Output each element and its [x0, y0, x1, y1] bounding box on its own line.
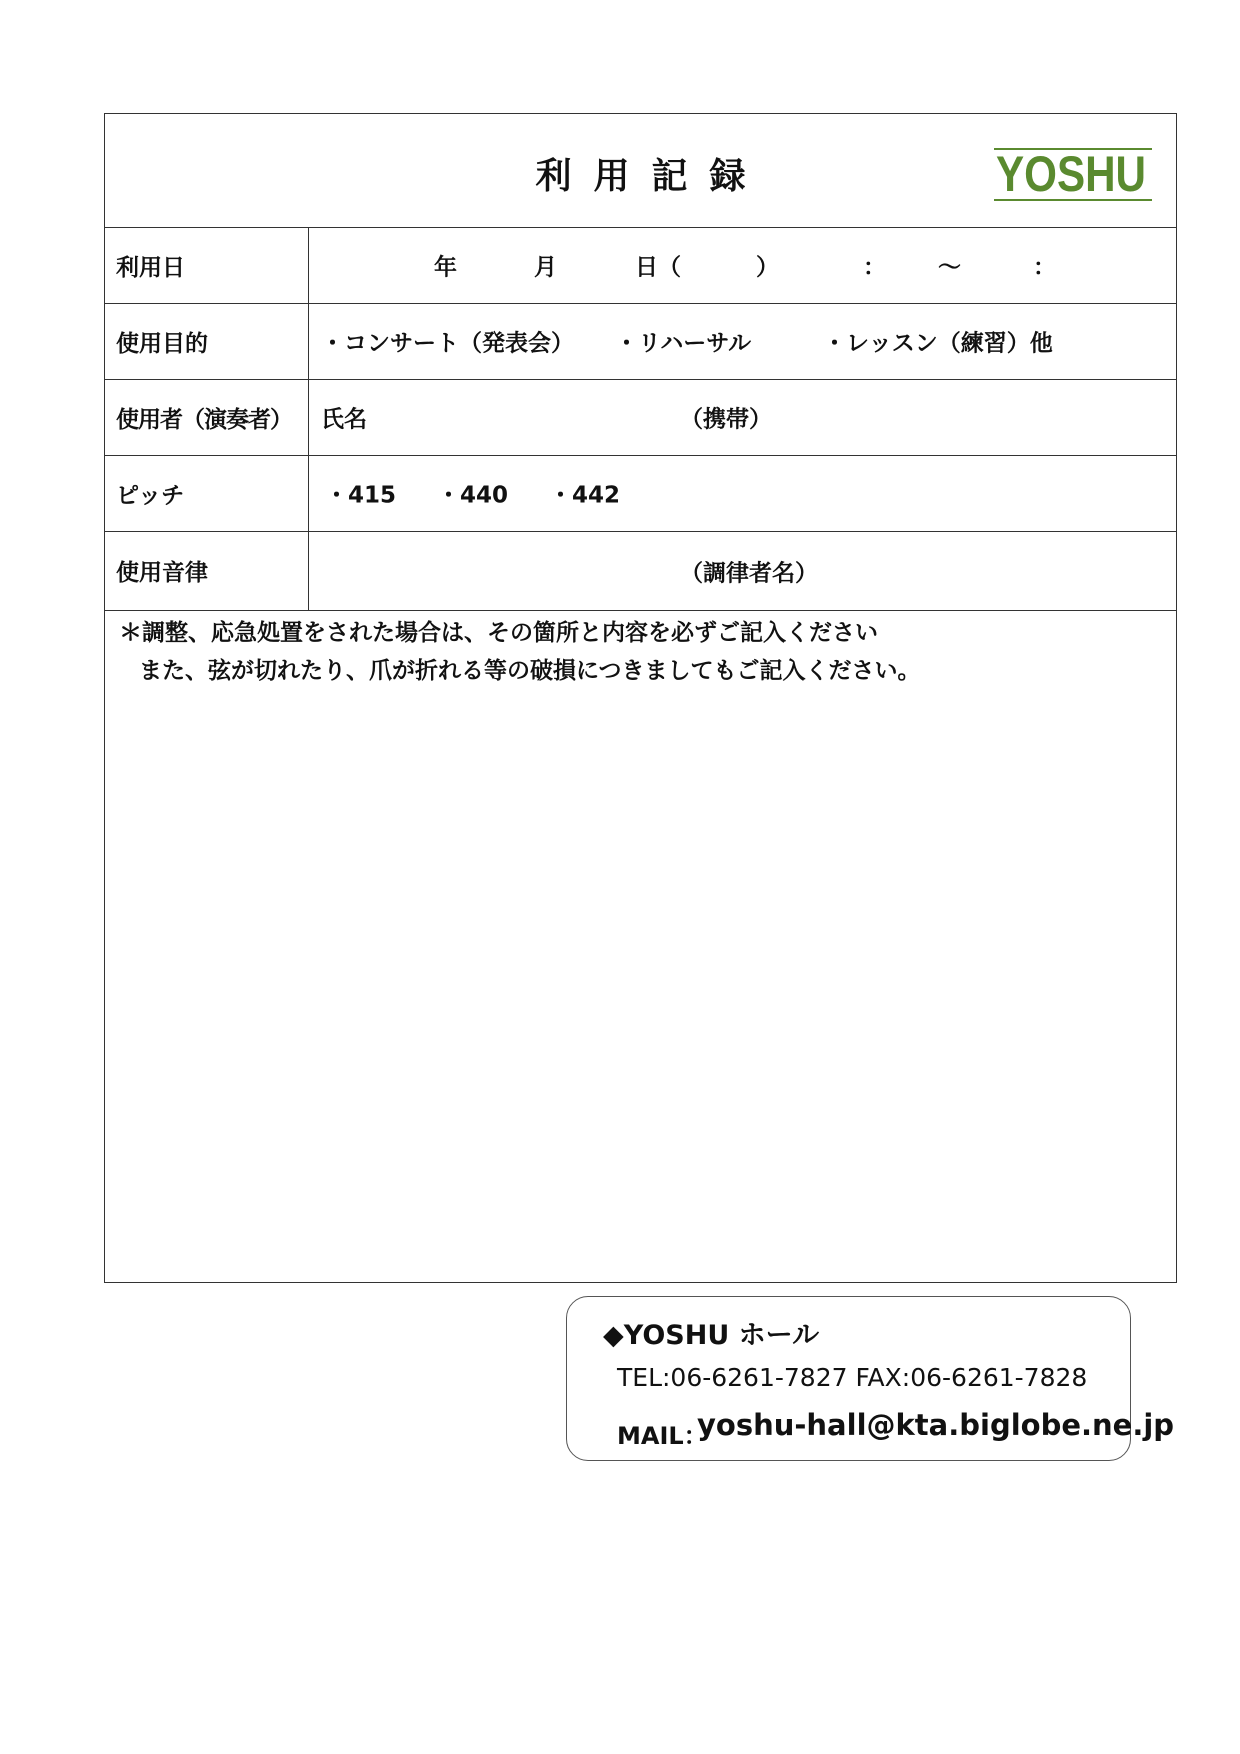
yoshu-logo [994, 147, 1154, 203]
pitch-option-415[interactable]: ・415 [325, 482, 397, 509]
purpose-option-concert[interactable]: ・コンサート（発表会） [321, 330, 574, 357]
contact-mail[interactable]: yoshu-hall@kta.biglobe.ne.jp [697, 1408, 1175, 1442]
name-label: 氏名 [321, 406, 367, 433]
day-label: 日（ [635, 254, 681, 281]
purpose-field[interactable] [310, 303, 1176, 379]
user-field[interactable] [310, 379, 1176, 455]
month-label: 月 [534, 254, 557, 281]
tuner-label: （調律者名） [680, 560, 818, 586]
pitch-label: ピッチ [105, 455, 309, 531]
temperament-field[interactable] [310, 531, 1176, 610]
contact-title: ◆YOSHU ホール [603, 1320, 820, 1351]
temperament-label: 使用音律 [105, 531, 309, 610]
pitch-option-440[interactable]: ・440 [437, 482, 509, 509]
date-label: 利用日 [105, 227, 309, 303]
title-row [105, 114, 1176, 228]
page-title: 利用記録 [535, 156, 768, 197]
end-time-colon: ： [1033, 254, 1056, 281]
pitch-option-442[interactable]: ・442 [549, 482, 621, 509]
purpose-option-lesson[interactable]: ・レッスン（練習）他 [823, 330, 1053, 357]
note-line-2: また、弦が切れたり、爪が折れる等の破損につきましてもご記入ください。 [139, 658, 921, 684]
date-row [105, 227, 1176, 304]
purpose-option-rehearsal[interactable]: ・リハーサル [615, 330, 752, 357]
phone-label: （携帯） [680, 406, 772, 433]
notes-area[interactable] [105, 610, 1176, 1282]
close-paren: ） [756, 254, 779, 281]
user-row [105, 379, 1176, 456]
start-time-colon: ： [863, 254, 886, 281]
date-field[interactable] [310, 227, 1176, 303]
pitch-field[interactable] [310, 455, 1176, 531]
user-label: 使用者（演奏者） [105, 379, 309, 455]
temperament-row [105, 531, 1176, 611]
contact-tel-fax: TEL:06-6261-7827 FAX:06-6261-7828 [617, 1363, 1088, 1392]
note-line-1: ＊調整、応急処置をされた場合は、その箇所と内容を必ずご記入ください [119, 620, 878, 646]
logo-text: YOSHU [996, 146, 1146, 202]
contact-box [566, 1296, 1175, 1461]
purpose-row [105, 303, 1176, 380]
purpose-label: 使用目的 [105, 303, 309, 379]
year-label: 年 [434, 254, 457, 281]
contact-mail-label: MAIL： [617, 1422, 708, 1450]
usage-record-form [104, 113, 1177, 1283]
time-range-tilde: ～ [938, 254, 961, 281]
pitch-row [105, 455, 1176, 532]
